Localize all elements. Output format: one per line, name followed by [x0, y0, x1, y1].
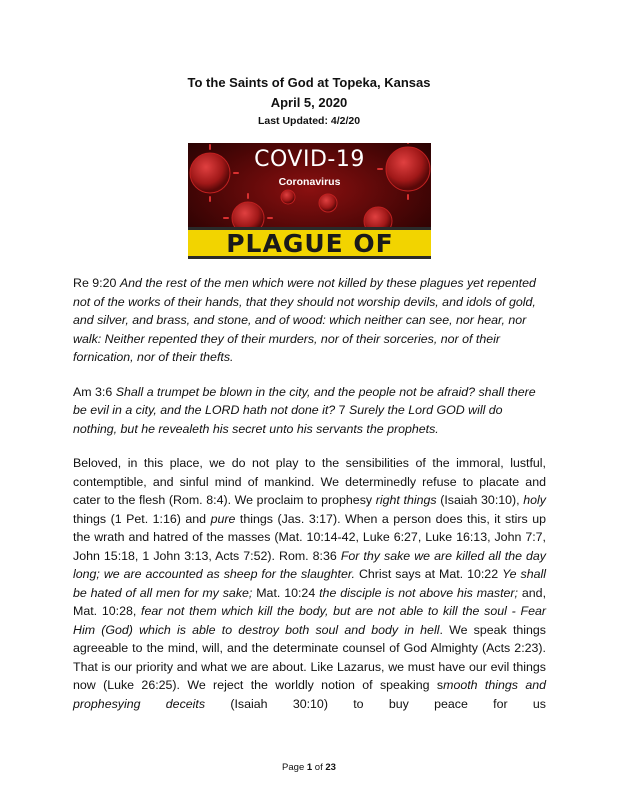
- verse-text: And the rest of the men which were not killed by these plagues yet repented not of the works of their hands, that they should not worship devils, and idols of gold, and silver, and brass, and stone, and of wood: which neither can see, nor hear, nor walk: Neither repented they of their murders, nor of their sorceries, nor of their fornication, nor of their thefts.: [73, 276, 536, 364]
- document-date: April 5, 2020: [270, 95, 348, 110]
- emphasis-run: mooth things and prophesying deceits: [73, 678, 546, 711]
- sermon-body: [73, 274, 546, 729]
- emphasis-run: fear not them which kill the body, but are not able to kill the soul - Fear Him (God) which is able to destroy both soul and body in hell: [73, 604, 546, 637]
- paragraph-amos: [73, 383, 546, 439]
- text-run: Christ says at Mat. 10:22: [355, 567, 503, 581]
- emphasis-run: holy: [523, 493, 546, 507]
- verse-reference: Am 3:6: [73, 384, 116, 399]
- last-updated: Last Updated: 4/2/20: [257, 115, 361, 127]
- footer-of: of: [312, 762, 326, 773]
- text-run: things (1 Pet. 1:16) and: [73, 511, 211, 526]
- text-run: Beloved, in this place, we do not play to the sensibilities of the immoral, lustful, contemptible, and sinful mind of mankind. We determinedly refuse to placate and cater to the flesh (Rom. 8:4). We proclaim to prophesy: [73, 456, 546, 507]
- emphasis-run: pure: [210, 511, 236, 526]
- paragraph-beloved: [73, 454, 546, 713]
- text-run: and, Mat. 10:28,: [73, 585, 547, 618]
- verse-number: 7: [335, 403, 349, 417]
- banner-tagline: PLAGUE OF: [226, 229, 394, 258]
- verse-text: Shall a trumpet be blown in the city, and the people not be afraid? shall there be evil in a city, and the LORD hath not done it?: [73, 384, 536, 417]
- banner-title: COVID-19: [254, 147, 365, 172]
- paragraph-revelation: [73, 274, 546, 367]
- document-header: [0, 73, 618, 129]
- emphasis-run: right things: [375, 493, 437, 507]
- page-footer: [0, 762, 618, 773]
- footer-label: Page: [282, 762, 307, 773]
- text-run: (Isaiah 30:10),: [436, 493, 524, 507]
- verse-text: Surely the Lord GOD will do nothing, but he revealeth his secret unto his servants the prophets.: [73, 403, 503, 436]
- page-number: 1: [306, 762, 313, 773]
- text-run: Mat. 10:24: [252, 585, 320, 600]
- text-run: (Isaiah 30:10) to buy peace for us: [205, 696, 546, 711]
- emphasis-run: the disciple is not above his master;: [319, 585, 519, 600]
- emphasis-run: For thy sake we are killed all the day long; we are accounted as sheep for the slaughter.: [73, 548, 546, 581]
- text-run: things (Jas. 3:17). When a person does this, it stirs up the wrath and hatred of the masses (Mat. 10:14-42, Luke 6:27, Luke 16:13, John 7:7, John 15:18, 1 John 3:13, Acts 7:52). Rom. 8:36: [73, 511, 546, 563]
- page-total: 23: [325, 762, 336, 773]
- banner-subtitle: Coronavirus: [278, 176, 341, 188]
- emphasis-run: Ye shall be hated of all men for my sake;: [73, 567, 546, 600]
- document-title: To the Saints of God at Topeka, Kansas: [187, 75, 431, 90]
- verse-reference: Re 9:20: [73, 276, 120, 290]
- text-run: . We speak things agreeable to the mind, will, and the determinate counsel of God Almighty (Acts 2:23). That is our priority and what we are about. Like Lazarus, we must have our evil things now (Luke 26:25). We reject the worldly notion of speaking s: [73, 622, 547, 692]
- covid-banner-image: [188, 143, 431, 259]
